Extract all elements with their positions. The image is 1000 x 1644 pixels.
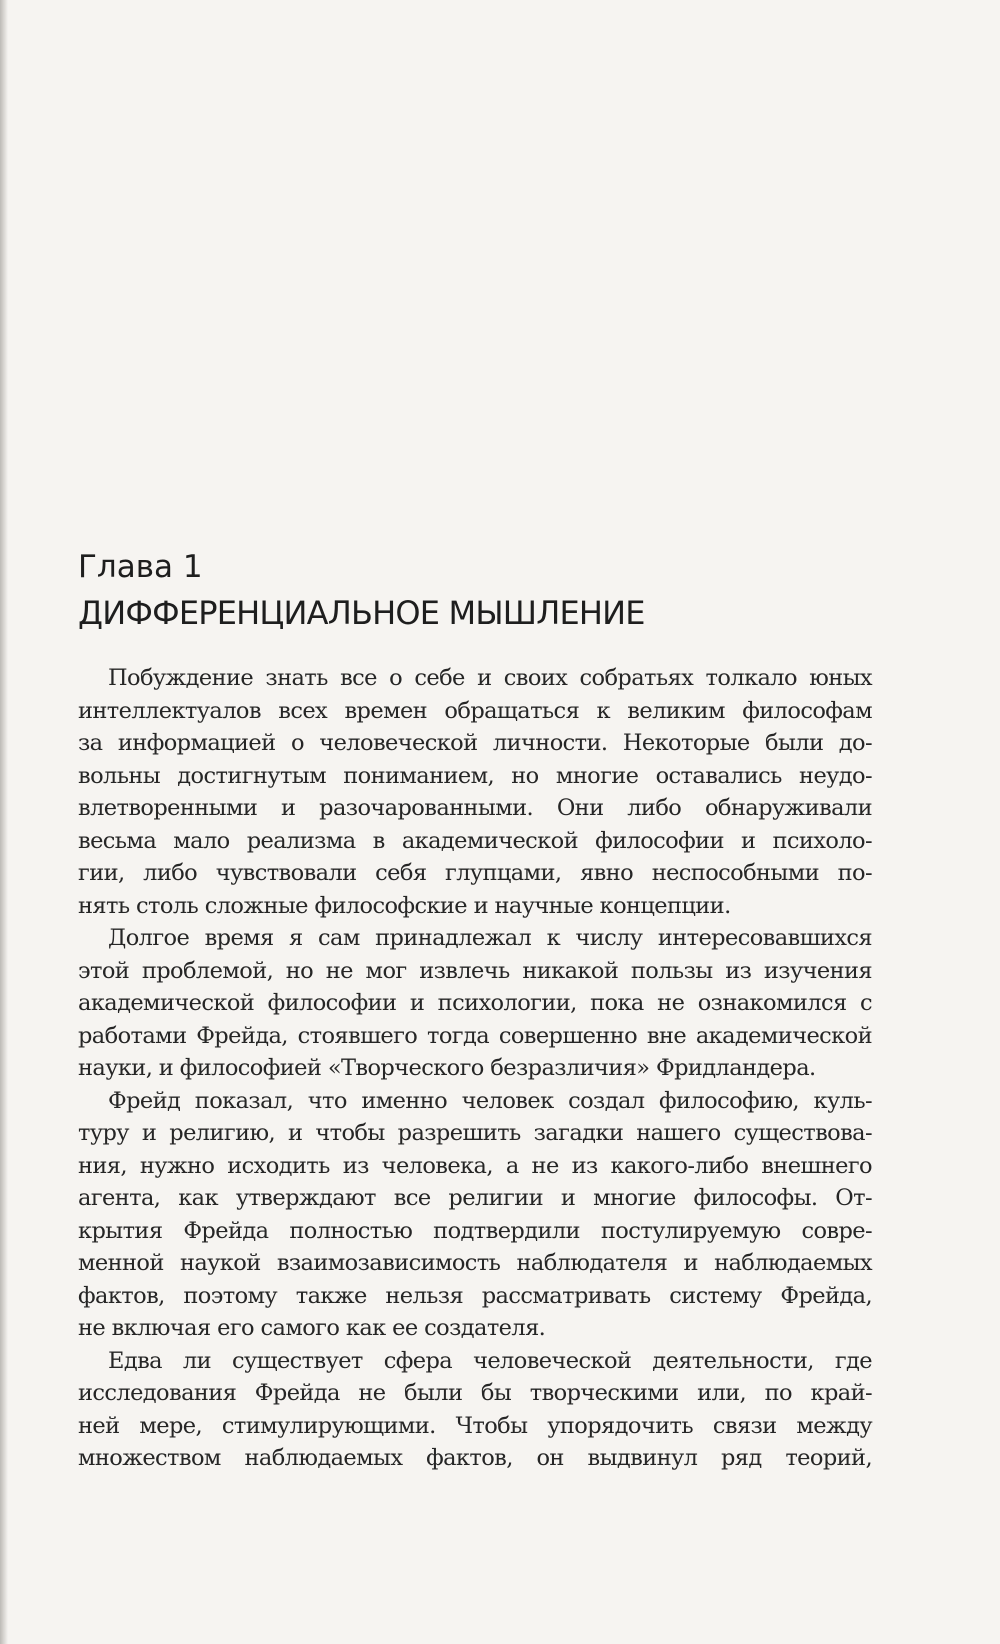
text-line: ней мере, стимулирующими. Чтобы упорядочить связи между bbox=[78, 1412, 872, 1439]
text-line: исследования Фрейда не были бы творческими или, по край- bbox=[78, 1380, 872, 1406]
text-line: интеллектуалов всех времен обращаться к великим философам bbox=[78, 697, 872, 724]
text-line: гии, либо чувствовали себя глупцами, явно неспособными по- bbox=[78, 860, 872, 886]
text-line: не включая его самого как ее создателя. bbox=[78, 1315, 546, 1341]
text-line: за информацией о человеческой личности. Некоторые были до- bbox=[78, 730, 872, 756]
chapter-label: Глава 1 bbox=[78, 549, 203, 585]
paragraph-3 bbox=[78, 1085, 872, 1345]
text-line: фактов, поэтому также нельзя рассматривать систему Фрейда, bbox=[78, 1282, 872, 1309]
text-line: весьма мало реализма в академической философии и психоло- bbox=[78, 827, 872, 854]
text-line: крытия Фрейда полностью подтвердили постулируемую совре- bbox=[78, 1217, 872, 1244]
text-line: работами Фрейда, стоявшего тогда совершенно вне академической bbox=[78, 1022, 872, 1049]
text-line: нять столь сложные философские и научные концепции. bbox=[78, 892, 731, 919]
text-line: науки, и философией «Творческого безразличия» Фридландера. bbox=[78, 1055, 816, 1081]
chapter-body bbox=[78, 662, 872, 1475]
text-line: Долгое время я сам принадлежал к числу интересовавшихся bbox=[108, 925, 872, 951]
text-line: ния, нужно исходить из человека, а не из какого-либо внешнего bbox=[78, 1152, 872, 1179]
page-spine-shadow bbox=[0, 0, 8, 1644]
text-line: множеством наблюдаемых фактов, он выдвинул ряд теорий, bbox=[78, 1445, 872, 1471]
text-line: Побуждение знать все о себе и своих собратьях толкало юных bbox=[108, 665, 872, 691]
text-line: менной наукой взаимозависимость наблюдателя и наблюдаемых bbox=[78, 1250, 872, 1276]
text-line: Едва ли существует сфера человеческой деятельности, где bbox=[108, 1347, 872, 1374]
text-line: Фрейд показал, что именно человек создал философию, куль- bbox=[108, 1087, 872, 1114]
text-line: этой проблемой, но не мог извлечь никакой пользы из изучения bbox=[78, 957, 872, 984]
text-line: вольны достигнутым пониманием, но многие оставались неудо- bbox=[78, 762, 872, 789]
text-line: туру и религию, и чтобы разрешить загадки нашего существова- bbox=[78, 1120, 872, 1146]
chapter-title: ДИФФЕРЕНЦИАЛЬНОЕ МЫШЛЕНИЕ bbox=[78, 594, 645, 632]
text-line: влетворенными и разочарованными. Они либо обнаруживали bbox=[78, 795, 872, 821]
paragraph-2 bbox=[78, 922, 872, 1085]
text-line: академической философии и психологии, пока не ознакомился с bbox=[78, 990, 872, 1016]
paragraph-1 bbox=[78, 662, 872, 922]
text-line: агента, как утверждают все религии и многие философы. От- bbox=[78, 1185, 872, 1211]
paragraph-4 bbox=[78, 1345, 872, 1475]
